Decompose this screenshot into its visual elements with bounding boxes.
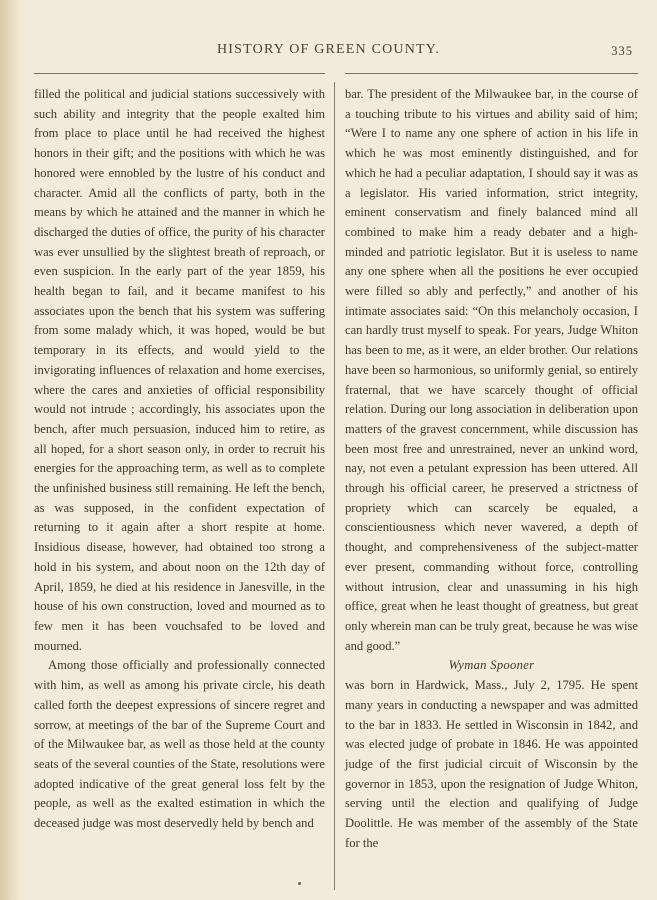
print-speck (298, 882, 301, 885)
running-head (0, 42, 657, 62)
page-edge-shadow (0, 0, 22, 900)
running-head-title: HISTORY OF GREEN COUNTY. (216, 42, 440, 57)
right-paragraph-2: was born in Hardwick, Mass., July 2, 1795. He spent many years in conducting a newspaper and was admitted to the bar in 1833. He settled in Wisconsin in 1842, and was elected judge of probate in 1846. He was appointed judge of the first judicial circuit of Wisconsin by the governor in 1853, upon the resignation of Judge Whiton, serving until the election and qualifying of Judge Doolittle. He was member of the assembly of the State for the (345, 678, 638, 850)
left-paragraph-2: Among those officially and professionally connected with him, as well as among his private circle, his death called forth the deepest expressions of sincere regret and sorrow, at meetings of the bar of the Supreme Court and of the Milwaukee bar, as well as those held at the county seats of the several counties of the State, resolutions were adopted indicative of the great general loss felt by the people, as well as the exalted estimation in which the deceased judge was most deservedly held by bench and (34, 658, 325, 831)
right-column (345, 85, 638, 853)
header-rule-left (34, 73, 325, 74)
section-heading: Wyman Spooner (448, 658, 535, 673)
header-rule-right (345, 73, 638, 74)
right-paragraph-1: bar. The president of the Milwaukee bar, in the course of a touching tribute to his virtues and ability said of him; “Were I to name any one sphere of action in his life in which he was most eminently distinguished, and for which he had a peculiar adaptation, I should say it was as a legislator. His varied information, strict integrity, eminent conservatism and finely balanced mind all combined to make him a ready debater and a high-minded and patriotic legislator. But it is useless to name any one sphere when all the positions he ever occupied were filled so ably and perfectly,” and another of his intimate associates said: “On this melancholy occasion, I can hardly trust myself to speak. For years, Judge Whiton has been to me, as it were, an elder brother. Our relations have been so harmonious, so uniformly genial, so entirely fraternal, that we have scarcely thought of official relation. During our long association in deliberation upon matters of the gravest concernment, while discussion has been most free and unrestrained, never an unkind word, nay, not even a petulant expression has been uttered. All through his official career, he preserved a strictness of propriety which can scarcely be equaled, a conscientiousness which never wavered, a depth of thought, and comprehensiveness of the subject-matter ever present, commanding without force, controlling without intrusion, clear and unassuming in his high office, great when he least thought of greatness, but great only wherein man can be truly great, because he was wise and good.” (345, 87, 638, 653)
column-divider (334, 82, 335, 890)
page-number: 335 (611, 44, 633, 58)
left-column (34, 85, 325, 834)
left-paragraph-1: filled the political and judicial stations successively with such ability and integrity that the people exalted him from place to place until he had received the highest honors in their gift; and the positions with which he was honored were ennobled by the lustre of his conduct and character. Amid all the conflicts of party, both in the means by which he attained and the manner in which he discharged the duties of office, the purity of his character was ever unsullied by the slightest breath of reproach, or even suspicion. In the early part of the year 1859, his health began to fail, and it became manifest to his associates upon the bench that his system was suffering from some malady which, it was hoped, would be but temporary in its effects, and would yield to the invigorating influences of relaxation and home exercises, where the cares and anxieties of official responsibility would not intrude ; accordingly, his associates upon the bench, after much persuasion, induced him to retire, as all hoped, for a short season only, in order to recruit his energies for the approaching term, as well as to complete the unfinished business still remaining. He left the bench, as was supposed, in the confident expectation of returning to it again after a short respite at home. Insidious disease, however, had obtained too strong a hold in his system, and about noon on the 12th day of April, 1859, he died at his residence in Janesville, in the house of his own construction, loved and mourned as to few men it has been vouchsafed to be loved and mourned. (34, 87, 325, 653)
